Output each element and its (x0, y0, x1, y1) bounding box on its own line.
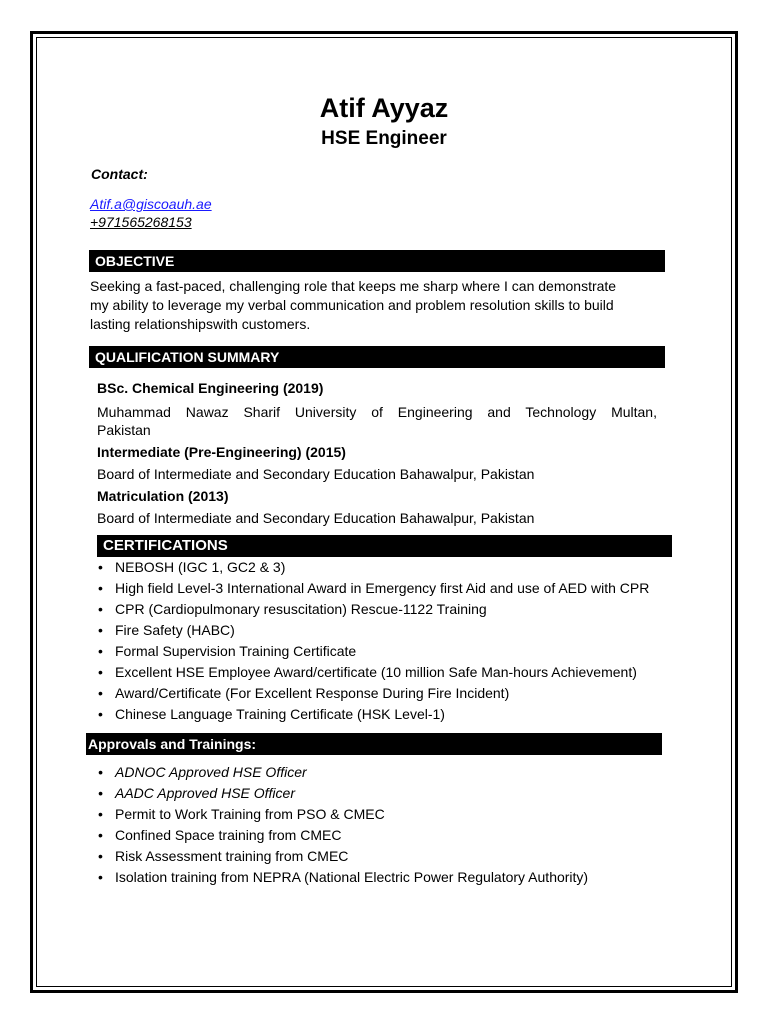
approval-item: • Isolation training from NEPRA (National Electric Power Regulatory Authority) (90, 867, 588, 888)
approvals-heading: Approvals and Trainings: (86, 733, 662, 755)
approval-item: • Confined Space training from CMEC (90, 825, 588, 846)
certification-item: • Chinese Language Training Certificate (HSK Level-1) (90, 704, 649, 725)
qualification-institution: Board of Intermediate and Secondary Education Bahawalpur, Pakistan (97, 466, 535, 482)
phone-link[interactable]: +971565268153 (90, 214, 192, 230)
qualification-degree: BSc. Chemical Engineering (2019) (97, 380, 324, 396)
certification-item: • Fire Safety (HABC) (90, 620, 649, 641)
certification-item: • NEBOSH (IGC 1, GC2 & 3) (90, 557, 649, 578)
candidate-title: HSE Engineer (321, 128, 447, 149)
qualification-institution-cont: Pakistan (97, 422, 151, 438)
certification-item: • Excellent HSE Employee Award/certificate (10 million Safe Man-hours Achievement) (90, 662, 649, 683)
certification-item: • Formal Supervision Training Certificate (90, 641, 649, 662)
qualification-degree: Matriculation (2013) (97, 488, 229, 504)
qualification-heading: QUALIFICATION SUMMARY (89, 346, 665, 368)
certification-item: • Award/Certificate (For Excellent Response During Fire Incident) (90, 683, 649, 704)
certifications-list (90, 557, 649, 725)
approval-item: • ADNOC Approved HSE Officer (90, 762, 588, 783)
qualification-institution: Muhammad Nawaz Sharif University of Engineering and Technology Multan, (97, 404, 657, 420)
objective-line: my ability to leverage my verbal communication and problem resolution skills to build (90, 297, 614, 313)
certification-item: • CPR (Cardiopulmonary resuscitation) Rescue-1122 Training (90, 599, 649, 620)
approval-item: • Permit to Work Training from PSO & CMEC (90, 804, 588, 825)
objective-line: lasting relationshipswith customers. (90, 316, 311, 332)
candidate-name: Atif Ayyaz (319, 93, 449, 123)
objective-heading: OBJECTIVE (89, 250, 665, 272)
qualification-institution: Board of Intermediate and Secondary Education Bahawalpur, Pakistan (97, 510, 535, 526)
certification-item: • High field Level-3 International Award in Emergency first Aid and use of AED with CPR (90, 578, 649, 599)
approvals-list (90, 762, 588, 888)
email-link[interactable]: Atif.a@giscoauh.ae (90, 196, 212, 212)
contact-label: Contact: (91, 166, 148, 182)
certifications-heading: CERTIFICATIONS (97, 535, 672, 557)
objective-text (90, 277, 616, 334)
objective-line: Seeking a fast-paced, challenging role that keeps me sharp where I can demonstrate (90, 278, 617, 294)
approval-item: • AADC Approved HSE Officer (90, 783, 588, 804)
approval-item: • Risk Assessment training from CMEC (90, 846, 588, 867)
qualification-degree: Intermediate (Pre-Engineering) (2015) (97, 444, 346, 460)
